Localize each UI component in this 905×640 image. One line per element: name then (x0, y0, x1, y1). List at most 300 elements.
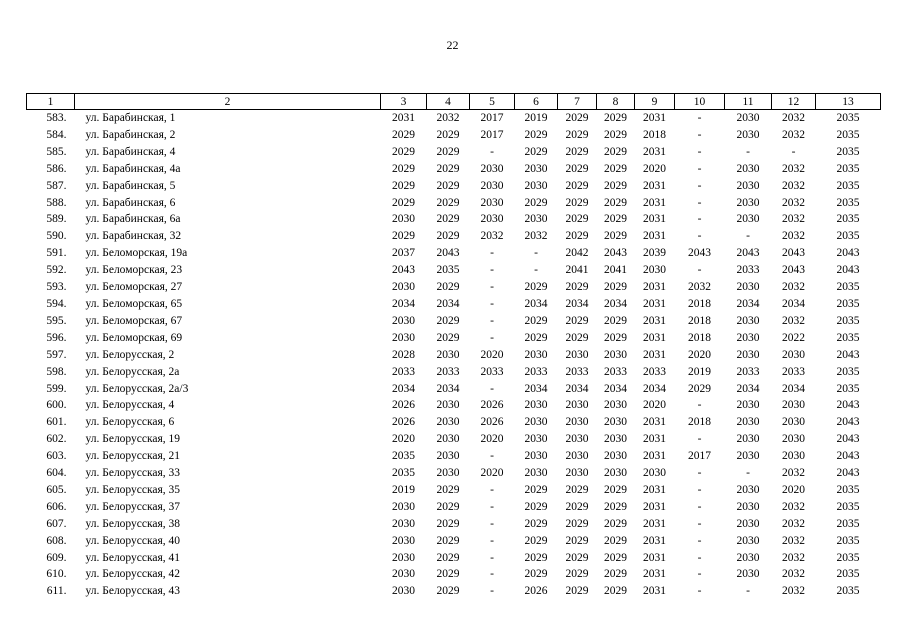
address-cell: ул. Белорусская, 4 (85, 399, 175, 412)
year-cell: - (490, 314, 494, 327)
year-cell: - (697, 264, 702, 277)
year-cell: 2030 (736, 483, 760, 496)
year-cell: 2043 (604, 247, 627, 260)
year-cell: - (534, 247, 538, 260)
year-cell: 2035 (836, 382, 860, 395)
column-header: 4 (427, 94, 470, 110)
year-cell: 2030 (565, 416, 589, 429)
year-cell: 2029 (604, 112, 627, 124)
year-cell: 2034 (436, 297, 460, 310)
year-cell: 2029 (565, 331, 589, 344)
year-cell: 2029 (392, 196, 415, 209)
year-cell: 2029 (565, 551, 589, 564)
year-cell: 2034 (392, 382, 415, 395)
year-cell: - (697, 585, 702, 598)
table-row (27, 583, 881, 600)
row-number-cell: 583. (46, 112, 67, 124)
year-cell: 2031 (643, 112, 666, 124)
page-number: 22 (446, 38, 459, 52)
row-number-cell: 604. (46, 467, 67, 480)
year-cell: - (490, 450, 494, 463)
table-row (27, 262, 881, 279)
year-cell: 2033 (565, 365, 589, 378)
year-cell: 2018 (643, 128, 666, 141)
year-cell: 2029 (565, 230, 589, 243)
year-cell: 2029 (524, 314, 548, 327)
year-cell: 2035 (836, 112, 860, 124)
year-cell: - (490, 281, 494, 294)
year-cell: 2030 (782, 399, 805, 412)
year-cell: 2029 (392, 128, 415, 141)
year-cell: 2029 (604, 551, 627, 564)
year-cell: 2029 (604, 162, 627, 175)
row-number-cell: 593. (46, 281, 67, 294)
year-cell: 2030 (392, 213, 415, 226)
year-cell: 2031 (643, 517, 666, 530)
year-cell: 2029 (565, 112, 589, 124)
year-cell: 2032 (480, 230, 504, 243)
year-cell: 2034 (782, 297, 805, 310)
year-cell: 2029 (436, 585, 460, 598)
year-cell: 2033 (436, 365, 460, 378)
year-cell: - (490, 551, 494, 564)
year-cell: 2026 (480, 416, 504, 429)
year-cell: 2030 (524, 162, 548, 175)
year-cell: 2030 (604, 467, 627, 480)
year-cell: 2030 (736, 162, 760, 175)
year-cell: 2020 (688, 348, 711, 361)
row-number-cell: 584. (46, 128, 67, 141)
year-cell: 2030 (782, 433, 805, 446)
year-cell: 2029 (565, 281, 589, 294)
year-cell: 2029 (436, 145, 460, 158)
year-cell: 2035 (836, 213, 860, 226)
year-cell: 2029 (565, 314, 589, 327)
year-cell: 2035 (836, 314, 860, 327)
year-cell: 2030 (736, 348, 760, 361)
year-cell: 2026 (524, 585, 548, 598)
year-cell: 2029 (524, 534, 548, 547)
table-row (27, 178, 881, 195)
year-cell: 2034 (524, 297, 548, 310)
schedule-table (26, 93, 881, 600)
year-cell: 2019 (688, 365, 711, 378)
year-cell: 2029 (604, 314, 627, 327)
year-cell: 2029 (392, 162, 415, 175)
year-cell: 2031 (643, 145, 666, 158)
address-cell: ул. Белорусская, 33 (85, 467, 181, 480)
year-cell: - (534, 264, 538, 277)
year-cell: 2032 (782, 179, 805, 192)
year-cell: 2030 (436, 416, 460, 429)
year-cell: 2043 (836, 247, 860, 260)
year-cell: 2035 (392, 467, 415, 480)
year-cell: 2017 (688, 450, 711, 463)
year-cell: 2029 (604, 517, 627, 530)
year-cell: 2029 (436, 196, 460, 209)
year-cell: 2033 (643, 365, 666, 378)
row-number-cell: 589. (46, 213, 67, 226)
row-number-cell: 592. (46, 264, 67, 277)
year-cell: - (697, 196, 702, 209)
year-cell: 2033 (392, 365, 415, 378)
year-cell: 2034 (604, 382, 627, 395)
year-cell: 2030 (565, 450, 589, 463)
row-number-cell: 598. (46, 365, 67, 378)
year-cell: 2032 (782, 128, 805, 141)
year-cell: 2030 (480, 196, 504, 209)
year-cell: 2030 (392, 314, 415, 327)
table-row (27, 431, 881, 448)
year-cell: 2029 (604, 331, 627, 344)
year-cell: 2030 (736, 213, 760, 226)
year-cell: 2029 (565, 128, 589, 141)
year-cell: 2035 (836, 297, 860, 310)
column-header: 10 (675, 94, 725, 110)
table-row (27, 110, 881, 127)
table-row (27, 465, 881, 482)
year-cell: 2029 (565, 179, 589, 192)
year-cell: 2029 (436, 551, 460, 564)
year-cell: 2030 (736, 281, 760, 294)
table-row (27, 161, 881, 178)
year-cell: - (490, 247, 494, 260)
year-cell: 2031 (643, 314, 666, 327)
address-cell: ул. Беломорская, 67 (85, 314, 183, 327)
year-cell: 2030 (736, 450, 760, 463)
year-cell: 2029 (604, 128, 627, 141)
year-cell: 2022 (782, 331, 805, 344)
column-header: 2 (75, 94, 381, 110)
year-cell: 2043 (836, 416, 860, 429)
address-cell: ул. Барабинская, 6 (85, 196, 176, 209)
year-cell: 2030 (565, 467, 589, 480)
address-cell: ул. Белорусская, 41 (85, 551, 181, 564)
year-cell: - (490, 585, 494, 598)
year-cell: 2029 (524, 128, 548, 141)
year-cell: 2029 (392, 179, 415, 192)
year-cell: 2029 (436, 128, 460, 141)
year-cell: - (697, 551, 702, 564)
year-cell: 2043 (836, 264, 860, 277)
year-cell: 2031 (643, 297, 666, 310)
year-cell: 2035 (836, 517, 860, 530)
year-cell: 2029 (604, 196, 627, 209)
row-number-cell: 602. (46, 433, 67, 446)
year-cell: 2029 (565, 213, 589, 226)
column-header: 13 (816, 94, 881, 110)
address-cell: ул. Белорусская, 2 (85, 348, 175, 361)
year-cell: 2030 (643, 264, 666, 277)
year-cell: 2030 (736, 112, 760, 124)
year-cell: 2030 (524, 450, 548, 463)
year-cell: 2029 (524, 331, 548, 344)
year-cell: - (697, 179, 702, 192)
row-number-cell: 594. (46, 297, 67, 310)
year-cell: - (697, 128, 702, 141)
address-cell: ул. Беломорская, 19а (85, 247, 188, 260)
year-cell: 2031 (392, 112, 415, 124)
year-cell: 2035 (836, 145, 860, 158)
address-cell: ул. Белорусская, 2а/3 (85, 382, 189, 395)
address-cell: ул. Барабинская, 4а (85, 162, 181, 175)
address-cell: ул. Беломорская, 23 (85, 264, 183, 277)
year-cell: 2029 (524, 145, 548, 158)
year-cell: 2020 (480, 348, 504, 361)
year-cell: 2030 (565, 399, 589, 412)
year-cell: 2032 (782, 517, 805, 530)
year-cell: 2033 (604, 365, 627, 378)
year-cell: - (697, 112, 702, 124)
row-number-cell: 585. (46, 145, 67, 158)
year-cell: 2030 (392, 281, 415, 294)
year-cell: 2031 (643, 568, 666, 581)
year-cell: 2032 (436, 112, 460, 124)
year-cell: - (697, 399, 702, 412)
year-cell: 2033 (782, 365, 805, 378)
year-cell: 2020 (480, 433, 504, 446)
table-row (27, 364, 881, 381)
year-cell: 2029 (604, 585, 627, 598)
table-row (27, 144, 881, 161)
row-number-cell: 597. (46, 348, 67, 361)
year-cell: 2030 (736, 179, 760, 192)
year-cell: 2029 (604, 179, 627, 192)
year-cell: 2030 (782, 348, 805, 361)
year-cell: 2043 (736, 247, 760, 260)
address-cell: ул. Барабинская, 5 (85, 179, 176, 192)
year-cell: 2030 (736, 416, 760, 429)
year-cell: 2043 (436, 247, 460, 260)
year-cell: 2033 (524, 365, 548, 378)
year-cell: - (697, 500, 702, 513)
table-row (27, 482, 881, 499)
row-number-cell: 607. (46, 517, 67, 530)
year-cell: 2042 (565, 247, 589, 260)
year-cell: 2030 (736, 128, 760, 141)
year-cell: 2030 (736, 500, 760, 513)
year-cell: 2031 (643, 331, 666, 344)
address-cell: ул. Беломорская, 27 (85, 281, 183, 294)
year-cell: - (746, 467, 750, 480)
year-cell: 2030 (524, 213, 548, 226)
year-cell: 2031 (643, 213, 666, 226)
year-cell: 2033 (736, 365, 760, 378)
year-cell: 2030 (736, 433, 760, 446)
table-row (27, 499, 881, 516)
year-cell: 2030 (736, 399, 760, 412)
year-cell: 2017 (480, 112, 504, 124)
year-cell: 2029 (524, 551, 548, 564)
year-cell: 2035 (836, 585, 860, 598)
year-cell: 2029 (604, 568, 627, 581)
address-cell: ул. Белорусская, 19 (85, 433, 181, 446)
table-body (27, 110, 881, 601)
year-cell: 2029 (436, 179, 460, 192)
row-number-cell: 587. (46, 179, 67, 192)
year-cell: 2034 (436, 382, 460, 395)
year-cell: 2029 (436, 213, 460, 226)
year-cell: 2029 (436, 483, 460, 496)
year-cell: 2018 (688, 314, 711, 327)
year-cell: 2032 (782, 467, 805, 480)
year-cell: 2034 (524, 382, 548, 395)
year-cell: 2035 (836, 196, 860, 209)
year-cell: 2035 (836, 483, 860, 496)
year-cell: 2029 (604, 534, 627, 547)
year-cell: 2030 (782, 450, 805, 463)
year-cell: 2028 (392, 348, 415, 361)
column-header: 1 (27, 94, 75, 110)
year-cell: 2030 (524, 399, 548, 412)
year-cell: 2029 (436, 331, 460, 344)
year-cell: 2020 (643, 162, 666, 175)
row-number-cell: 609. (46, 551, 67, 564)
year-cell: 2043 (836, 399, 860, 412)
year-cell: 2031 (643, 230, 666, 243)
year-cell: 2030 (736, 568, 760, 581)
year-cell: 2030 (436, 348, 460, 361)
year-cell: 2030 (480, 162, 504, 175)
table-row (27, 397, 881, 414)
year-cell: 2029 (604, 281, 627, 294)
table-row (27, 211, 881, 228)
address-cell: ул. Белорусская, 43 (85, 585, 181, 598)
column-header: 8 (597, 94, 635, 110)
year-cell: 2034 (643, 382, 666, 395)
year-cell: - (490, 483, 494, 496)
year-cell: 2032 (782, 568, 805, 581)
year-cell: 2035 (836, 128, 860, 141)
table-row (27, 228, 881, 245)
table-row (27, 313, 881, 330)
row-number-cell: 588. (46, 196, 67, 209)
year-cell: - (490, 145, 494, 158)
row-number-cell: 601. (46, 416, 67, 429)
year-cell: 2034 (782, 382, 805, 395)
year-cell: - (697, 568, 702, 581)
column-header: 3 (381, 94, 427, 110)
year-cell: 2043 (392, 264, 415, 277)
table-row (27, 448, 881, 465)
table-row (27, 127, 881, 144)
year-cell: 2030 (736, 517, 760, 530)
year-cell: 2030 (736, 534, 760, 547)
year-cell: 2032 (524, 230, 548, 243)
year-cell: 2020 (643, 399, 666, 412)
year-cell: 2030 (524, 416, 548, 429)
address-cell: ул. Барабинская, 6а (85, 213, 181, 226)
year-cell: 2031 (643, 416, 666, 429)
year-cell: - (697, 433, 702, 446)
year-cell: - (490, 517, 494, 530)
year-cell: 2026 (392, 399, 415, 412)
address-cell: ул. Белорусская, 37 (85, 500, 181, 513)
year-cell: 2017 (480, 128, 504, 141)
year-cell: 2030 (480, 179, 504, 192)
year-cell: 2030 (392, 331, 415, 344)
year-cell: 2031 (643, 483, 666, 496)
year-cell: 2039 (643, 247, 666, 260)
year-cell: - (697, 517, 702, 530)
year-cell: 2035 (436, 264, 460, 277)
year-cell: - (697, 483, 702, 496)
year-cell: 2030 (782, 416, 805, 429)
address-cell: ул. Белорусская, 40 (85, 534, 181, 547)
year-cell: 2031 (643, 196, 666, 209)
year-cell: - (697, 162, 702, 175)
year-cell: 2030 (604, 416, 627, 429)
year-cell: 2031 (643, 281, 666, 294)
year-cell: 2032 (782, 230, 805, 243)
year-cell: 2032 (782, 314, 805, 327)
year-cell: 2030 (524, 467, 548, 480)
year-cell: 2043 (688, 247, 711, 260)
year-cell: 2030 (524, 179, 548, 192)
year-cell: 2035 (836, 500, 860, 513)
address-cell: ул. Барабинская, 4 (85, 145, 176, 158)
year-cell: 2030 (604, 348, 627, 361)
row-number-cell: 608. (46, 534, 67, 547)
year-cell: 2035 (836, 179, 860, 192)
table-header-row (27, 94, 881, 110)
table-row (27, 566, 881, 583)
address-cell: ул. Барабинская, 2 (85, 128, 176, 141)
year-cell: - (746, 230, 750, 243)
row-number-cell: 595. (46, 314, 67, 327)
year-cell: 2032 (782, 213, 805, 226)
table-row (27, 414, 881, 431)
year-cell: 2029 (392, 230, 415, 243)
year-cell: 2032 (688, 281, 711, 294)
table-row (27, 195, 881, 212)
year-cell: 2020 (782, 483, 805, 496)
year-cell: 2029 (436, 162, 460, 175)
year-cell: 2031 (643, 450, 666, 463)
year-cell: 2035 (836, 162, 860, 175)
year-cell: 2035 (836, 365, 860, 378)
year-cell: 2029 (392, 145, 415, 158)
table-row (27, 279, 881, 296)
year-cell: 2029 (565, 585, 589, 598)
year-cell: 2032 (782, 500, 805, 513)
year-cell: 2030 (392, 517, 415, 530)
year-cell: 2029 (688, 382, 711, 395)
year-cell: - (697, 534, 702, 547)
year-cell: 2031 (643, 585, 666, 598)
year-cell: 2030 (565, 433, 589, 446)
year-cell: 2030 (643, 467, 666, 480)
year-cell: - (490, 297, 494, 310)
year-cell: 2034 (736, 297, 760, 310)
year-cell: 2035 (836, 551, 860, 564)
column-header: 9 (635, 94, 675, 110)
row-number-cell: 590. (46, 230, 67, 243)
year-cell: - (791, 145, 796, 158)
table-row (27, 330, 881, 347)
year-cell: 2030 (565, 348, 589, 361)
year-cell: 2019 (392, 483, 415, 496)
year-cell: 2031 (643, 500, 666, 513)
year-cell: 2033 (736, 264, 760, 277)
year-cell: 2032 (782, 162, 805, 175)
row-number-cell: 611. (46, 585, 67, 598)
table-row (27, 347, 881, 364)
year-cell: - (697, 145, 702, 158)
year-cell: 2030 (736, 314, 760, 327)
year-cell: 2035 (392, 450, 415, 463)
year-cell: 2029 (565, 483, 589, 496)
